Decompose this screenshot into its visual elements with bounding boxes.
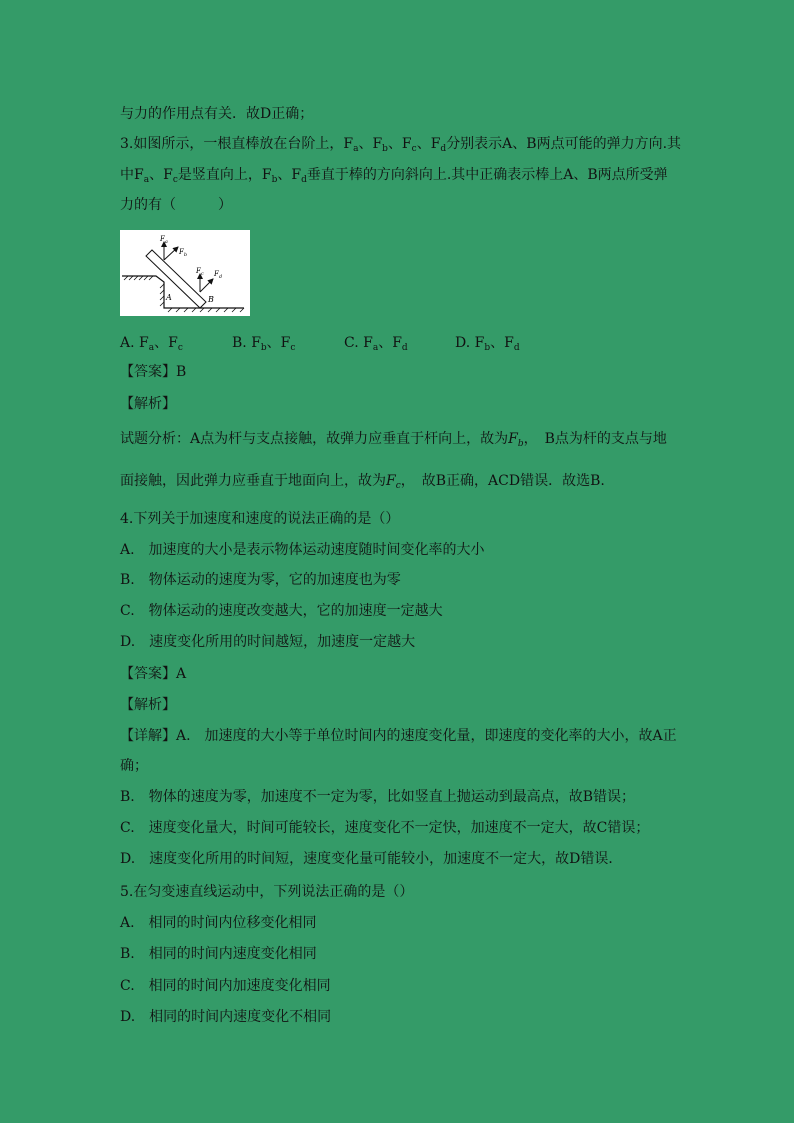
question-5-stem: 5.在匀变速直线运动中，下列说法正确的是（） xyxy=(120,884,414,900)
force-c-label: $F_c$ xyxy=(196,267,204,277)
question-5-option-d: D. 相同的时间内速度变化不相同 xyxy=(120,1009,332,1025)
question-5-option-c: C. 相同的时间内加速度变化相同 xyxy=(120,978,331,994)
force-b-arrow xyxy=(164,247,178,260)
rod-diagram xyxy=(120,230,250,316)
question-4-option-d: D. 速度变化所用的时间越短，加速度一定越大 xyxy=(120,634,416,650)
answer-label: 【答案】B xyxy=(120,364,187,380)
question-4-option-a: A. 加速度的大小是表示物体运动速度随时间变化率的大小 xyxy=(120,542,485,558)
question-5-option-a: A. 相同的时间内位移变化相同 xyxy=(120,915,317,931)
option-b: B. $F_b$、$F_c$ xyxy=(232,335,296,353)
question-4-stem: 4.下列关于加速度和速度的说法正确的是（） xyxy=(120,511,400,527)
question-4-option-c: C. 物体运动的速度改变越大，它的加速度一定越大 xyxy=(120,603,443,619)
force-d-arrow xyxy=(200,279,213,292)
rod-on-step-figure xyxy=(120,230,250,316)
question-3-options xyxy=(120,332,680,352)
point-b-label: B xyxy=(208,295,214,304)
question-5-option-b: B. 相同的时间内速度变化相同 xyxy=(120,946,317,962)
question-3-stem-line-2: 中$F_a$、$F_c$是竖直向上，$F_b$、$F_d$垂直于棒的方向斜向上.其中正确表示棒上A、B两点所受弹 xyxy=(120,167,668,185)
force-d-label: $F_d$ xyxy=(214,270,223,280)
detail-line-4: C. 速度变化量大，时间可能较长，速度变化不一定快，加速度不一定大，故C错误； xyxy=(120,820,650,836)
answer-label: 【答案】A xyxy=(120,666,187,682)
detail-line-2: 确； xyxy=(120,758,148,774)
text-line: 与力的作用点有关．故D正确； xyxy=(120,106,314,122)
question-4-option-b: B. 物体运动的速度为零，它的加速度也为零 xyxy=(120,572,401,588)
question-3-stem-line-3: 力的有（ ） xyxy=(120,197,232,213)
force-b-label: $F_b$ xyxy=(179,248,188,258)
detail-line-5: D. 速度变化所用的时间短，速度变化量可能较小，加速度不一定大，故D错误． xyxy=(120,851,623,867)
analysis-text-line-1: 试题分析：A点为杆与支点接触，故弹力应垂直于杆向上，故为$F_b$， B点为杆的支点与地 xyxy=(120,431,667,449)
option-d: D. $F_b$、$F_d$ xyxy=(455,335,520,353)
rod xyxy=(146,250,206,308)
analysis-text-line-2: 面接触，因此弹力应垂直于地面向上，故为$F_c$， 故B正确，ACD错误．故选B. xyxy=(120,473,605,491)
option-a: A. $F_a$、$F_c$ xyxy=(120,335,183,353)
force-a-label: $F_a$ xyxy=(160,235,168,245)
point-a-label: A xyxy=(166,293,172,302)
question-3-stem-line-1: 3.如图所示，一根直棒放在台阶上，$F_a$、$F_b$、$F_c$、$F_d$分别表示A、B两点可能的弹力方向.其 xyxy=(120,136,682,154)
analysis-label: 【解析】 xyxy=(120,697,176,713)
detail-line-1: 【详解】A. 加速度的大小等于单位时间内的速度变化量，即速度的变化率的大小，故A正 xyxy=(120,728,677,744)
detail-line-3: B. 物体的速度为零，加速度不一定为零，比如竖直上抛运动到最高点，故B错误； xyxy=(120,789,636,805)
option-c: C. $F_a$、$F_d$ xyxy=(344,335,408,353)
analysis-label: 【解析】 xyxy=(120,396,176,412)
